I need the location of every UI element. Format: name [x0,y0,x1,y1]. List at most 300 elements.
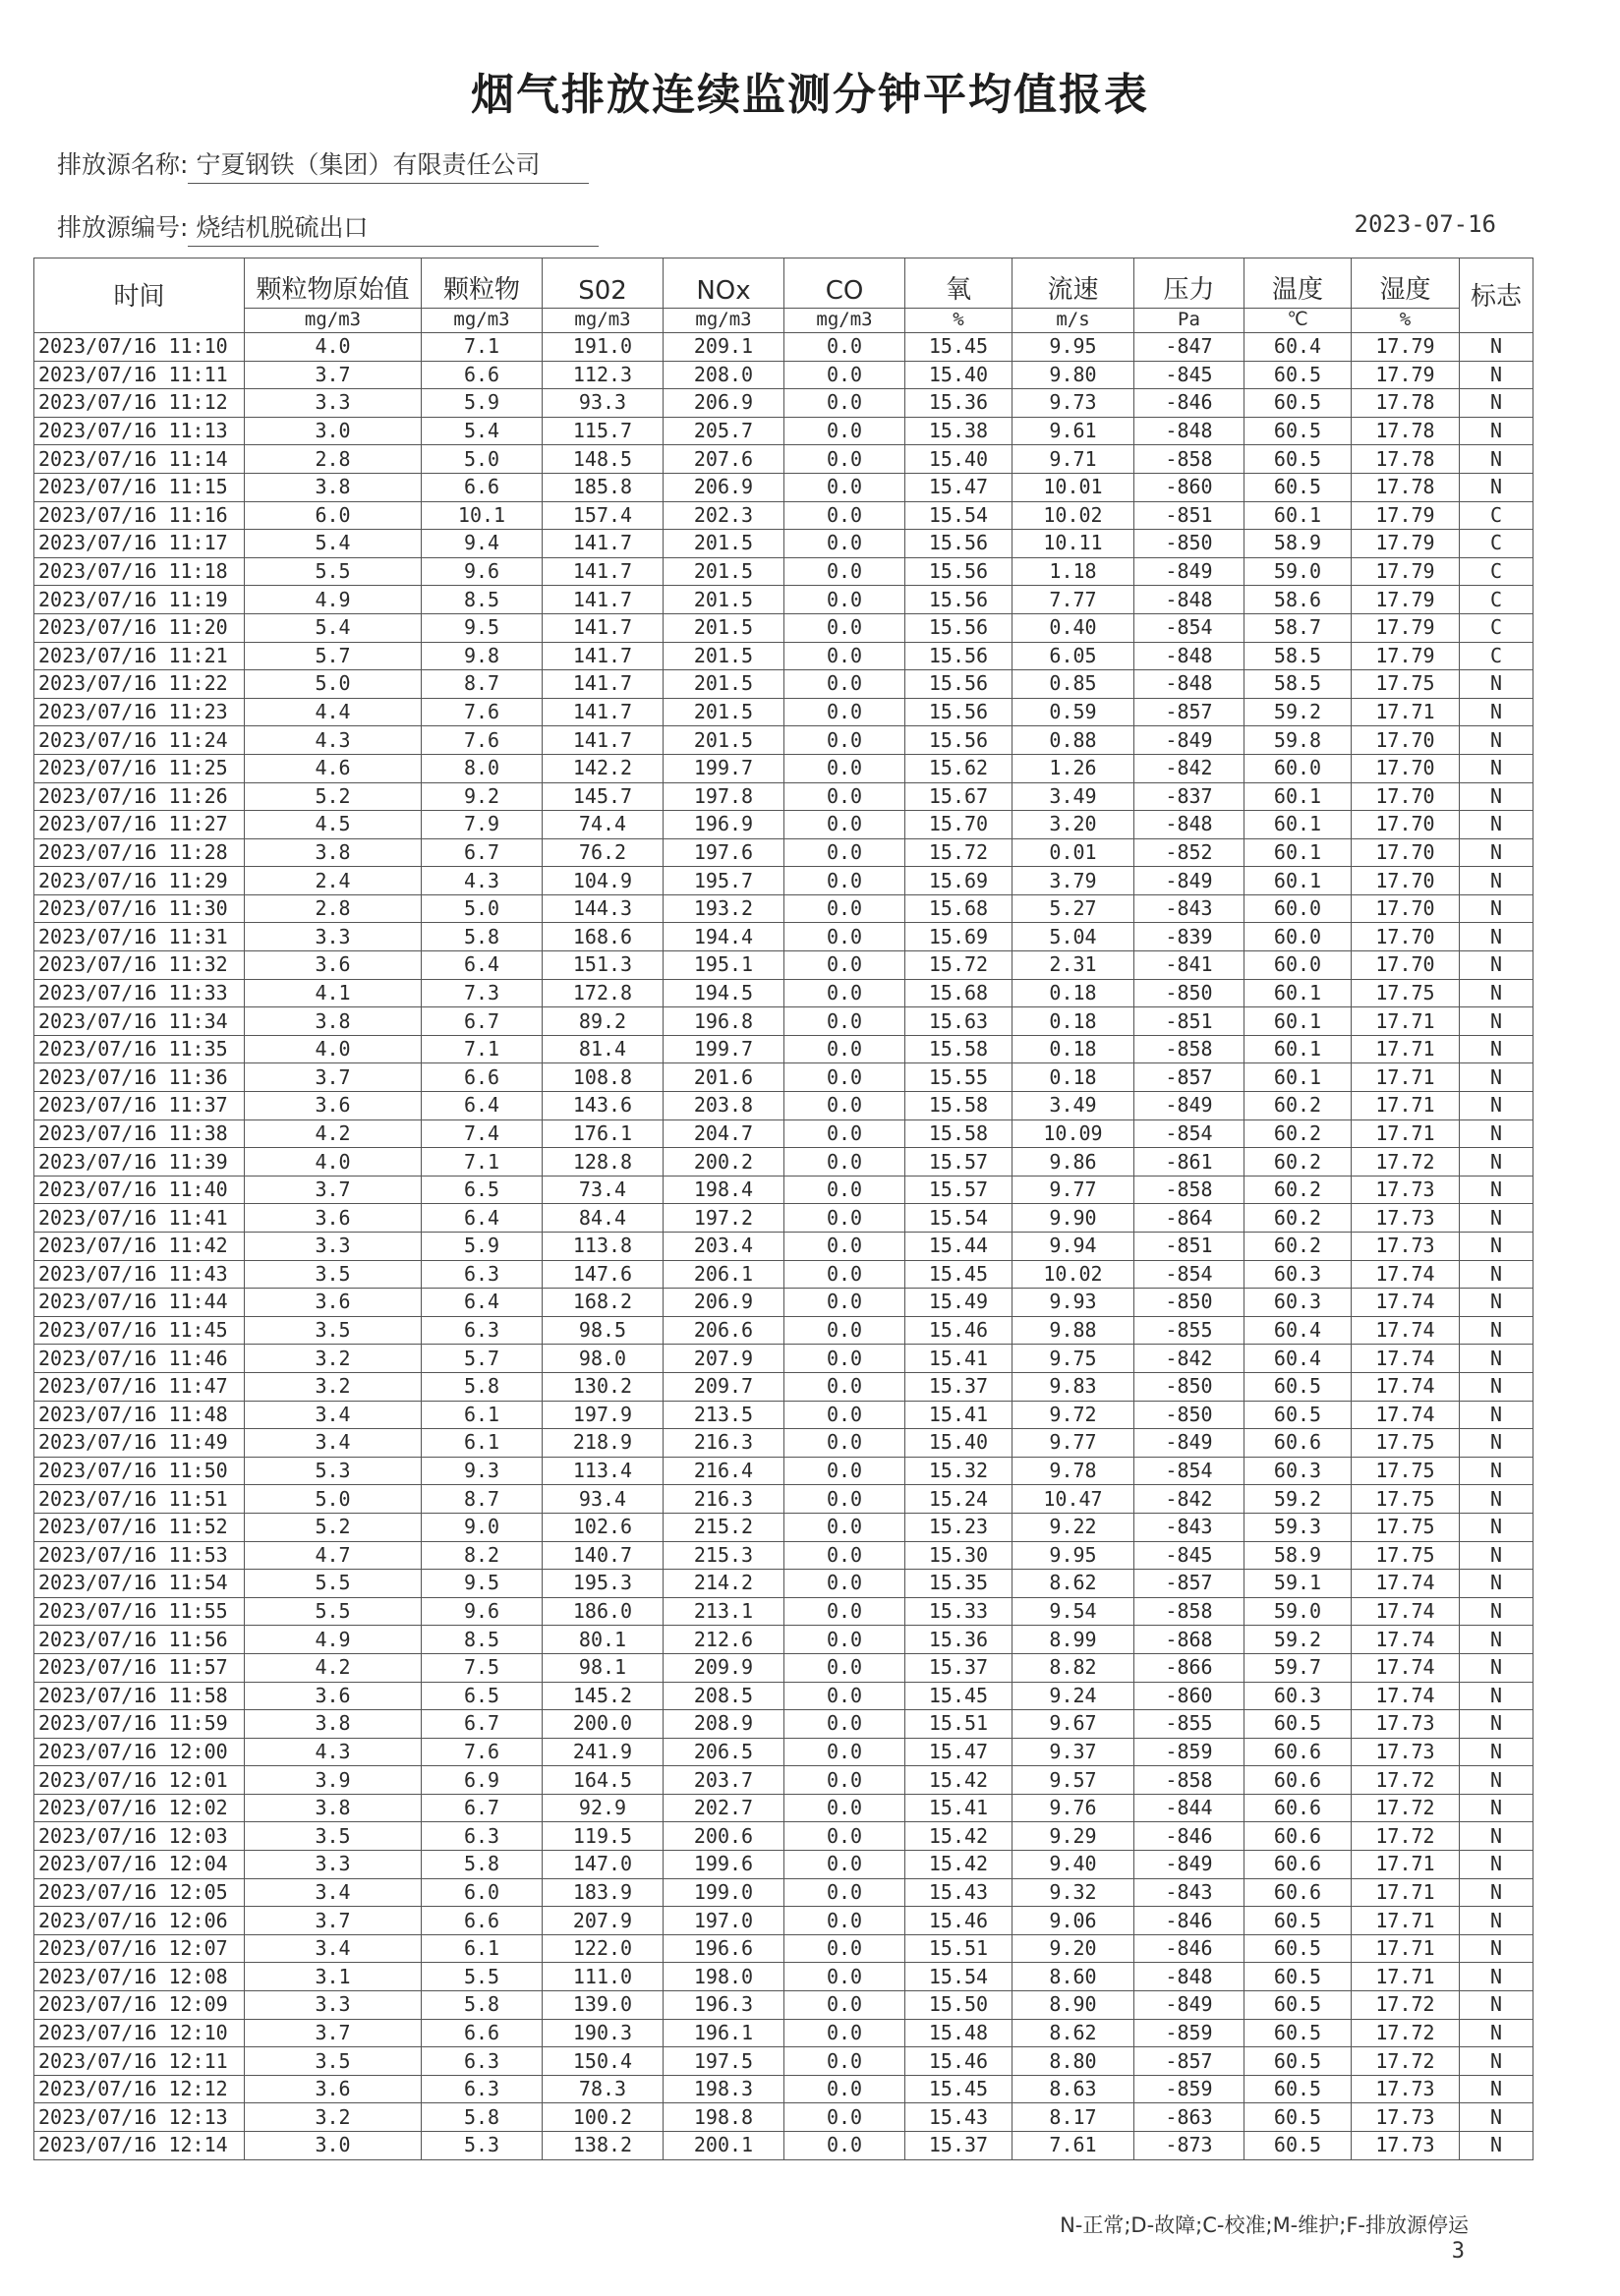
table-row [34,333,1533,362]
value-cell: 60.5 [1244,2103,1352,2132]
value-cell: 6.6 [422,1063,543,1092]
value-cell: 1.26 [1012,754,1134,782]
time-cell: 2023/07/16 12:06 [34,1907,245,1935]
value-cell: 119.5 [543,1822,664,1851]
time-cell: 2023/07/16 11:39 [34,1148,245,1177]
table-row [34,1907,1533,1935]
value-cell: 108.8 [543,1063,664,1092]
value-cell: 209.9 [664,1653,784,1682]
value-cell: 5.0 [245,1485,422,1514]
table-row [34,1007,1533,1036]
value-cell: 17.73 [1352,1204,1460,1233]
value-cell: 6.6 [422,473,543,501]
value-cell: 5.4 [245,613,422,642]
value-cell: 6.6 [422,2019,543,2047]
value-cell: 3.4 [245,1878,422,1907]
value-cell: N [1460,361,1533,389]
time-cell: 2023/07/16 12:03 [34,1822,245,1851]
value-cell: -848 [1134,670,1244,699]
value-cell: N [1460,1710,1533,1739]
monitoring-table [33,258,1533,2160]
value-cell: 0.0 [784,501,905,530]
table-body [34,333,1533,2160]
value-cell: 15.58 [905,1035,1012,1063]
value-cell: 58.6 [1244,586,1352,614]
value-cell: 15.68 [905,979,1012,1007]
value-cell: 17.70 [1352,811,1460,839]
value-cell: 5.8 [422,1372,543,1401]
value-cell: 60.1 [1244,1035,1352,1063]
value-cell: 15.45 [905,1682,1012,1710]
value-cell: 6.3 [422,2047,543,2076]
value-cell: 60.5 [1244,473,1352,501]
value-cell: 3.3 [245,1991,422,2020]
column-header: CO [784,258,905,309]
value-cell: 7.4 [422,1119,543,1148]
value-cell: 6.5 [422,1682,543,1710]
value-cell: 9.3 [422,1457,543,1485]
value-cell: 5.04 [1012,923,1134,951]
value-cell: N [1460,1907,1533,1935]
time-cell: 2023/07/16 11:21 [34,642,245,670]
value-cell: 141.7 [543,726,664,755]
table-row [34,1626,1533,1654]
value-cell: 60.3 [1244,1682,1352,1710]
value-cell: 6.05 [1012,642,1134,670]
value-cell: 17.71 [1352,1851,1460,1879]
value-cell: 8.80 [1012,2047,1134,2076]
value-cell: -849 [1134,557,1244,586]
value-cell: 209.7 [664,1372,784,1401]
value-cell: 15.23 [905,1513,1012,1541]
value-cell: 17.75 [1352,670,1460,699]
table-row [34,1176,1533,1204]
value-cell: 196.3 [664,1991,784,2020]
value-cell: 9.57 [1012,1766,1134,1795]
time-cell: 2023/07/16 11:37 [34,1092,245,1120]
value-cell: 199.7 [664,1035,784,1063]
value-cell: 4.7 [245,1541,422,1570]
value-cell: 17.79 [1352,586,1460,614]
value-cell: 207.9 [664,1345,784,1373]
value-cell: -848 [1134,811,1244,839]
time-cell: 2023/07/16 11:33 [34,979,245,1007]
value-cell: 157.4 [543,501,664,530]
value-cell: 15.69 [905,923,1012,951]
value-cell: 3.5 [245,2047,422,2076]
value-cell: 8.82 [1012,1653,1134,1682]
time-cell: 2023/07/16 11:42 [34,1233,245,1261]
value-cell: -846 [1134,1822,1244,1851]
value-cell: 0.0 [784,1541,905,1570]
value-cell: 15.37 [905,1372,1012,1401]
value-cell: -859 [1134,1738,1244,1766]
value-cell: 8.62 [1012,1570,1134,1598]
value-cell: -848 [1134,586,1244,614]
value-cell: 193.2 [664,894,784,923]
table-row [34,1401,1533,1429]
value-cell: 17.72 [1352,1822,1460,1851]
value-cell: 6.4 [422,1289,543,1317]
value-cell: 17.75 [1352,1457,1460,1485]
report-title: 烟气排放连续监测分钟平均值报表 [471,70,1149,120]
value-cell: -851 [1134,1233,1244,1261]
value-cell: 6.6 [422,361,543,389]
value-cell: C [1460,557,1533,586]
value-cell: 6.3 [422,1260,543,1289]
table-row [34,1372,1533,1401]
value-cell: 15.56 [905,670,1012,699]
value-cell: 58.9 [1244,1541,1352,1570]
value-cell: 0.0 [784,867,905,895]
value-cell: 15.58 [905,1092,1012,1120]
value-cell: 140.7 [543,1541,664,1570]
value-cell: N [1460,1176,1533,1204]
value-cell: 60.5 [1244,1991,1352,2020]
value-cell: 9.93 [1012,1289,1134,1317]
value-cell: 9.77 [1012,1176,1134,1204]
value-cell: 216.4 [664,1457,784,1485]
value-cell: 10.01 [1012,473,1134,501]
value-cell: 3.5 [245,1316,422,1345]
value-cell: 0.0 [784,1063,905,1092]
value-cell: 150.4 [543,2047,664,2076]
value-cell: -847 [1134,333,1244,362]
value-cell: 9.95 [1012,1541,1134,1570]
value-cell: 17.75 [1352,1513,1460,1541]
value-cell: 6.0 [245,501,422,530]
value-cell: 112.3 [543,361,664,389]
value-cell: 9.83 [1012,1372,1134,1401]
value-cell: 141.7 [543,642,664,670]
value-cell: 3.8 [245,473,422,501]
value-cell: 197.2 [664,1204,784,1233]
value-cell: 2.31 [1012,951,1134,980]
table-row [34,1260,1533,1289]
value-cell: -851 [1134,1007,1244,1036]
column-unit: mg/m3 [422,309,543,333]
value-cell: 59.2 [1244,1485,1352,1514]
value-cell: 60.2 [1244,1092,1352,1120]
value-cell: 3.8 [245,1007,422,1036]
column-header: 时间 [34,258,245,333]
value-cell: 203.4 [664,1233,784,1261]
value-cell: 10.09 [1012,1119,1134,1148]
value-cell: N [1460,1401,1533,1429]
value-cell: -845 [1134,1541,1244,1570]
value-cell: 15.56 [905,698,1012,726]
value-cell: 17.70 [1352,754,1460,782]
column-header: 氧 [905,258,1012,309]
value-cell: 3.8 [245,1794,422,1822]
value-cell: 198.8 [664,2103,784,2132]
value-cell: 3.5 [245,1260,422,1289]
table-row [34,1541,1533,1570]
value-cell: 0.0 [784,811,905,839]
value-cell: -842 [1134,1345,1244,1373]
value-cell: 213.5 [664,1401,784,1429]
time-cell: 2023/07/16 12:00 [34,1738,245,1766]
value-cell: 151.3 [543,951,664,980]
value-cell: 141.7 [543,557,664,586]
value-cell: 168.6 [543,923,664,951]
value-cell: -858 [1134,445,1244,474]
value-cell: 143.6 [543,1092,664,1120]
value-cell: 17.70 [1352,951,1460,980]
value-cell: N [1460,1766,1533,1795]
table-row [34,894,1533,923]
value-cell: 60.3 [1244,1457,1352,1485]
time-cell: 2023/07/16 11:54 [34,1570,245,1598]
value-cell: 15.51 [905,1710,1012,1739]
value-cell: 98.5 [543,1316,664,1345]
value-cell: 17.73 [1352,1710,1460,1739]
time-cell: 2023/07/16 11:47 [34,1372,245,1401]
value-cell: 0.0 [784,1878,905,1907]
value-cell: 142.2 [543,754,664,782]
value-cell: 60.5 [1244,1907,1352,1935]
time-cell: 2023/07/16 11:16 [34,501,245,530]
table-row [34,1485,1533,1514]
value-cell: 3.7 [245,1176,422,1204]
value-cell: 60.5 [1244,2132,1352,2160]
value-cell: 15.45 [905,1260,1012,1289]
table-row [34,1991,1533,2020]
value-cell: 60.2 [1244,1233,1352,1261]
value-cell: 10.02 [1012,1260,1134,1289]
value-cell: N [1460,923,1533,951]
value-cell: 201.5 [664,613,784,642]
value-cell: 15.38 [905,417,1012,445]
column-unit: mg/m3 [664,309,784,333]
value-cell: 3.6 [245,1092,422,1120]
source-code-label: 排放源编号: [57,213,189,242]
value-cell: 6.1 [422,1934,543,1963]
table-row [34,1289,1533,1317]
value-cell: N [1460,1934,1533,1963]
value-cell: 60.6 [1244,1429,1352,1458]
value-cell: N [1460,389,1533,418]
value-cell: 17.78 [1352,473,1460,501]
value-cell: 17.74 [1352,1372,1460,1401]
value-cell: 17.70 [1352,867,1460,895]
value-cell: C [1460,586,1533,614]
value-cell: 183.9 [543,1878,664,1907]
value-cell: 15.45 [905,2075,1012,2103]
table-row [34,530,1533,558]
value-cell: 201.5 [664,726,784,755]
value-cell: 4.9 [245,1626,422,1654]
value-cell: 9.2 [422,782,543,811]
value-cell: 60.5 [1244,361,1352,389]
time-cell: 2023/07/16 11:48 [34,1401,245,1429]
unit-row [34,309,1533,333]
value-cell: 141.7 [543,530,664,558]
value-cell: 3.8 [245,1710,422,1739]
value-cell: 0.0 [784,894,905,923]
value-cell: 0.0 [784,1316,905,1345]
value-cell: 199.7 [664,754,784,782]
value-cell: 206.9 [664,473,784,501]
value-cell: 5.7 [422,1345,543,1373]
value-cell: 104.9 [543,867,664,895]
time-cell: 2023/07/16 12:14 [34,2132,245,2160]
value-cell: 3.3 [245,1851,422,1879]
value-cell: 10.47 [1012,1485,1134,1514]
value-cell: N [1460,1457,1533,1485]
time-cell: 2023/07/16 12:05 [34,1878,245,1907]
value-cell: 6.9 [422,1766,543,1795]
value-cell: N [1460,1541,1533,1570]
value-cell: 0.0 [784,1260,905,1289]
value-cell: 17.70 [1352,838,1460,867]
value-cell: 80.1 [543,1626,664,1654]
table-row [34,698,1533,726]
value-cell: 0.0 [784,1485,905,1514]
time-cell: 2023/07/16 11:20 [34,613,245,642]
value-cell: -850 [1134,1401,1244,1429]
value-cell: 102.6 [543,1513,664,1541]
value-cell: 15.72 [905,951,1012,980]
table-row [34,923,1533,951]
table-row [34,1119,1533,1148]
value-cell: 60.2 [1244,1148,1352,1177]
value-cell: 15.67 [905,782,1012,811]
value-cell: 17.71 [1352,1063,1460,1092]
value-cell: -873 [1134,2132,1244,2160]
value-cell: -850 [1134,1289,1244,1317]
table-row [34,1513,1533,1541]
time-cell: 2023/07/16 11:12 [34,389,245,418]
value-cell: N [1460,1233,1533,1261]
value-cell: 15.37 [905,1653,1012,1682]
value-cell: N [1460,1345,1533,1373]
time-cell: 2023/07/16 11:14 [34,445,245,474]
value-cell: 60.0 [1244,923,1352,951]
table-row [34,473,1533,501]
value-cell: 15.46 [905,2047,1012,2076]
value-cell: 4.0 [245,1148,422,1177]
value-cell: 0.0 [784,1626,905,1654]
time-cell: 2023/07/16 11:49 [34,1429,245,1458]
value-cell: 93.4 [543,1485,664,1514]
value-cell: N [1460,726,1533,755]
value-cell: 9.90 [1012,1204,1134,1233]
value-cell: -839 [1134,923,1244,951]
value-cell: -849 [1134,726,1244,755]
value-cell: 9.75 [1012,1345,1134,1373]
value-cell: 0.0 [784,1092,905,1120]
value-cell: -850 [1134,979,1244,1007]
table-row [34,501,1533,530]
value-cell: 15.54 [905,501,1012,530]
value-cell: 17.79 [1352,642,1460,670]
value-cell: 0.0 [784,2019,905,2047]
value-cell: 15.43 [905,1878,1012,1907]
value-cell: 128.8 [543,1148,664,1177]
table-row [34,586,1533,614]
value-cell: N [1460,1429,1533,1458]
column-unit: mg/m3 [784,309,905,333]
value-cell: 0.0 [784,1822,905,1851]
value-cell: 0.0 [784,1429,905,1458]
column-header: 压力 [1134,258,1244,309]
value-cell: 5.3 [245,1457,422,1485]
value-cell: 15.43 [905,2103,1012,2132]
value-cell: -858 [1134,1597,1244,1626]
value-cell: N [1460,1007,1533,1036]
value-cell: -854 [1134,1457,1244,1485]
value-cell: C [1460,642,1533,670]
table-row [34,1204,1533,1233]
time-cell: 2023/07/16 11:25 [34,754,245,782]
value-cell: 8.7 [422,1485,543,1514]
value-cell: 17.74 [1352,1597,1460,1626]
value-cell: N [1460,1316,1533,1345]
value-cell: 164.5 [543,1766,664,1795]
value-cell: 17.72 [1352,2019,1460,2047]
value-cell: N [1460,1204,1533,1233]
value-cell: -858 [1134,1035,1244,1063]
value-cell: N [1460,1092,1533,1120]
value-cell: 8.90 [1012,1991,1134,2020]
time-cell: 2023/07/16 11:44 [34,1289,245,1317]
value-cell: 9.40 [1012,1851,1134,1879]
value-cell: 60.1 [1244,782,1352,811]
value-cell: 0.0 [784,1233,905,1261]
source-name-label: 排放源名称: [57,150,189,179]
table-row [34,389,1533,418]
value-cell: 59.0 [1244,1597,1352,1626]
value-cell: 59.2 [1244,1626,1352,1654]
value-cell: 60.6 [1244,1851,1352,1879]
time-cell: 2023/07/16 11:10 [34,333,245,362]
value-cell: C [1460,613,1533,642]
value-cell: 17.70 [1352,726,1460,755]
value-cell: 15.57 [905,1176,1012,1204]
value-cell: 15.41 [905,1345,1012,1373]
value-cell: 7.3 [422,979,543,1007]
value-cell: -843 [1134,1878,1244,1907]
value-cell: 3.4 [245,1401,422,1429]
value-cell: 17.71 [1352,1007,1460,1036]
value-cell: 196.8 [664,1007,784,1036]
value-cell: 201.6 [664,1063,784,1092]
time-cell: 2023/07/16 11:32 [34,951,245,980]
value-cell: -843 [1134,1513,1244,1541]
table-row [34,1063,1533,1092]
value-cell: 1.18 [1012,557,1134,586]
value-cell: 3.7 [245,2019,422,2047]
value-cell: 15.62 [905,754,1012,782]
value-cell: 9.86 [1012,1148,1134,1177]
value-cell: 0.0 [784,1119,905,1148]
value-cell: 15.40 [905,1429,1012,1458]
value-cell: 7.6 [422,1738,543,1766]
value-cell: 5.0 [245,670,422,699]
value-cell: 0.0 [784,1513,905,1541]
value-cell: -854 [1134,613,1244,642]
value-cell: 15.46 [905,1907,1012,1935]
value-cell: 200.2 [664,1148,784,1177]
value-cell: N [1460,670,1533,699]
value-cell: 5.0 [422,894,543,923]
value-cell: 241.9 [543,1738,664,1766]
value-cell: 17.79 [1352,530,1460,558]
value-cell: -857 [1134,698,1244,726]
table-row [34,1316,1533,1345]
value-cell: 60.4 [1244,333,1352,362]
